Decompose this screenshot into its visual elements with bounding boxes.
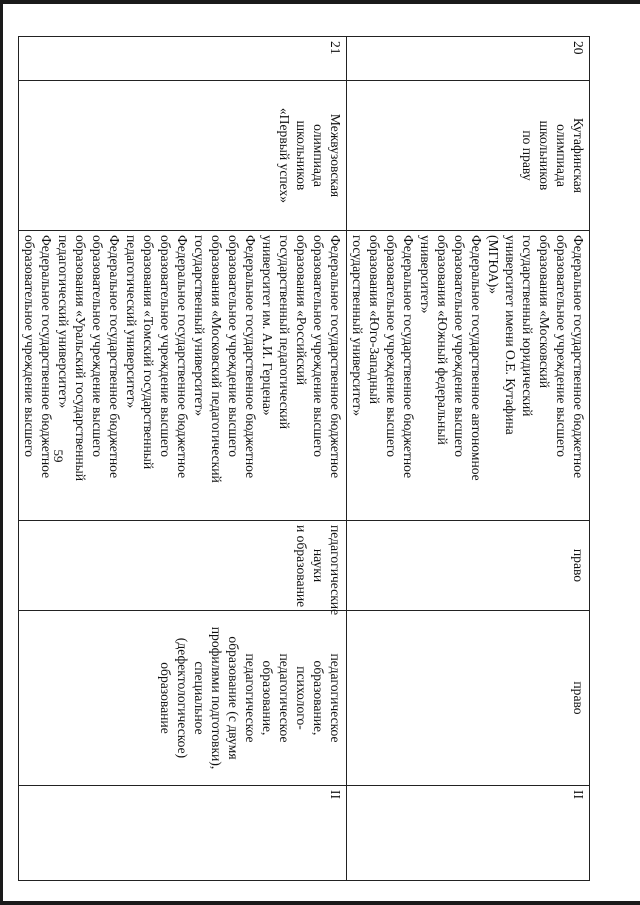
profile: право (347, 521, 590, 611)
organizers-list: Федеральное государственное бюджетное образовательное учреждение высшего образования «Московский государственный юридический университет имени О.Е. Кутафина (МГЮА)» Федеральное государственное автономное образовательное учреждение высшего образования «Южный федеральный университет» Федеральное государственное бюджетное образовательное учреждение высшего образования «Юго-Западный государственный университет» (347, 231, 590, 521)
table-row (19, 37, 347, 881)
olympiad-name: Межвузовская олимпиада школьников «Первый успех» (19, 81, 347, 231)
specialty: педагогическое образование, психолого- педагогическое образование, педагогическое образование (с двумя профилями подготовки), специальное (дефектологическое) образование (19, 611, 347, 786)
olympiad-table (18, 36, 590, 881)
specialty: право (347, 611, 590, 786)
olympiad-level: II (19, 786, 347, 881)
page-edge-top (0, 0, 640, 4)
row-number: 21 (19, 37, 347, 81)
olympiad-name: Кутафинская олимпиада школьников по праву (347, 81, 590, 231)
table-row (347, 37, 590, 881)
organizers-list: Федеральное государственное бюджетное образовательное учреждение высшего образования «Российский государственный педагогический университет им. А.И. Герцена» Федеральное государственное бюджетное образовательное учреждение высшего образования «Московский педагогический государственный университет» Федеральное государственное бюджетное образовательное учреждение высшего образования «Томский государственный педагогический университет» Федеральное государственное бюджетное образовательное учреждение высшего образования «Уральский государственный педагогический университет» Федеральное государственное бюджетное образовательное учреждение высшего (19, 231, 347, 521)
page-edge-bottom (0, 901, 640, 905)
olympiad-level: II (347, 786, 590, 881)
page-edge-left (0, 0, 3, 905)
row-number: 20 (347, 37, 590, 81)
profile: педагогические науки и образование (19, 521, 347, 611)
page-number: 59 (51, 449, 66, 463)
